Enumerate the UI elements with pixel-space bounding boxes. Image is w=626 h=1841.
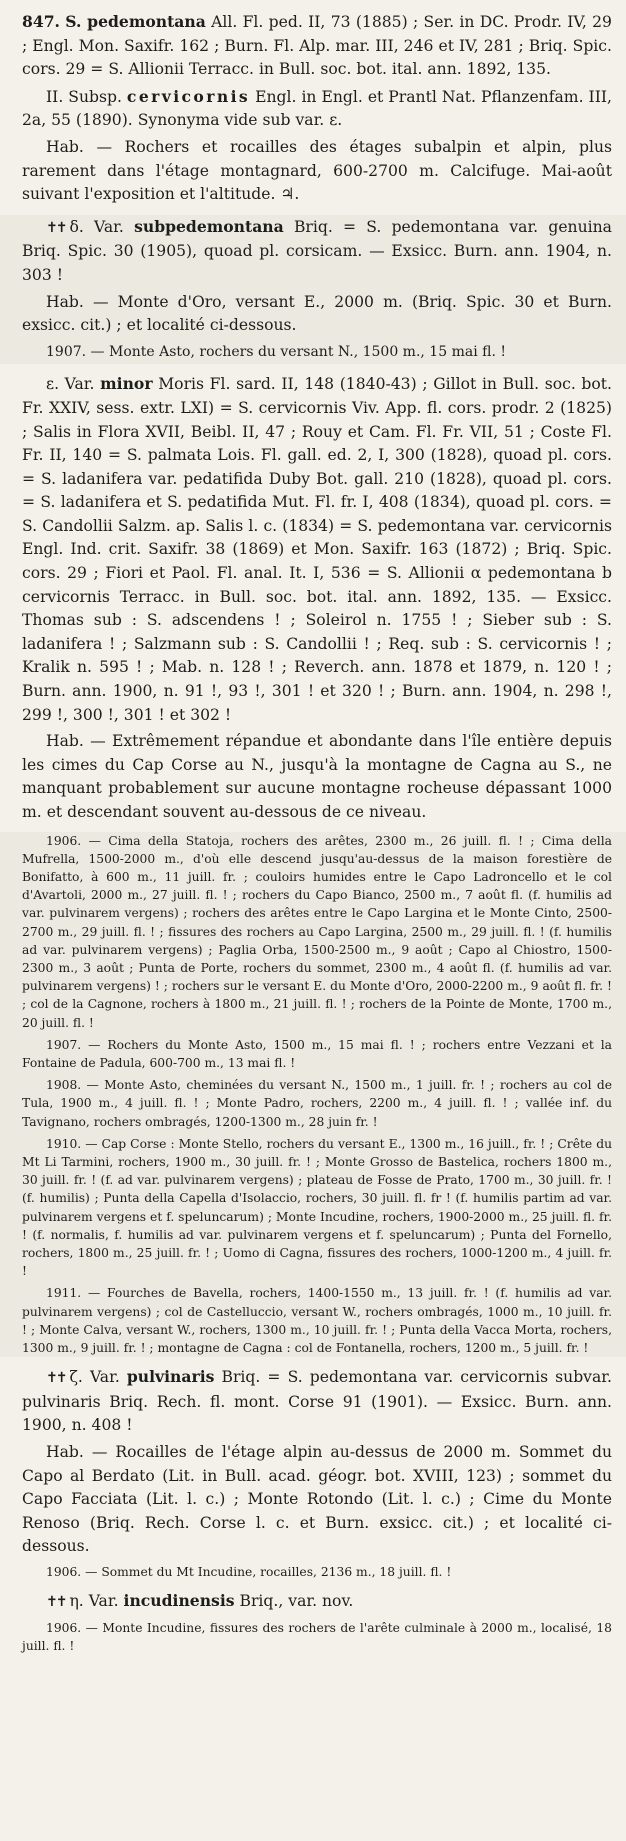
endemic-mark-icon: ✝✝ xyxy=(46,1594,66,1611)
var-delta-habitat: Hab. — Monte d'Oro, versant E., 2000 m. (Briq. Spic. 30 et Burn. exsicc. cit.) ; et localité ci-dessous. xyxy=(22,292,612,335)
var-epsilon-section xyxy=(22,372,612,1357)
subsp-entry xyxy=(22,85,612,133)
var-zeta-text: Briq. = S. pedemontana var. cervicornis subvar. pulvinaris Briq. Rech. fl. mont. Corse 91 (1901). — Exsicc. Burn. ann. 1900, n. 408 ! xyxy=(22,1368,612,1435)
subsp-prefix: II. Subsp. xyxy=(46,87,122,106)
var-epsilon-observations xyxy=(0,832,626,1358)
observation-1911: 1911. — Fourches de Bavella, rochers, 1400-1550 m., 13 juill. fr. ! (f. humilis ad var. pulvinarem vergens) ; col de Castelluccio, versant W., rochers ombragés, 1000 m., 10 juill. fr. ! ; Monte Calva, versant W., rochers, 1300 m., 10 juill. fr. ! ; Punta della Vacca Morta, rochers, 1300 m., 9 juill. fr. ! ; montagne de Cagna : col de Fontanella, rochers, 1200 m., 5 juill. fr. ! xyxy=(22,1286,612,1356)
var-eta-head: η. Var. xyxy=(69,1592,119,1611)
endemic-mark-icon: ✝✝ xyxy=(46,1370,66,1387)
var-delta-head: δ. Var. xyxy=(69,217,124,236)
var-zeta-observation: 1906. — Sommet du Mt Incudine, rocailles, 2136 m., 18 juill. fl. ! xyxy=(46,1565,452,1580)
var-epsilon-name: minor xyxy=(100,374,153,394)
species-number: 847. xyxy=(22,12,60,31)
var-delta-observation: 1907. — Monte Asto, rochers du versant N., 1500 m., 15 mai fl. ! xyxy=(46,343,506,360)
endemic-mark-icon: ✝✝ xyxy=(46,219,66,236)
observation-1908: 1908. — Monte Asto, cheminées du versant N., 1500 m., 1 juill. fr. ! ; rochers au col de Tula, 1900 m., 4 juill. fl. ! ; Monte Padro, rochers, 2200 m., 4 juill. fl. ! ; vallée inf. du Tavignano, rochers ombragés, 1200-1300 m., 28 juin fr. ! xyxy=(22,1078,612,1129)
observation-1906: 1906. — Cima della Statoja, rochers des arêtes, 2300 m., 26 juill. fl. ! ; Cima della Mufrella, 1500-2000 m., d'où elle descend jusqu'au-dessus de la maison forestière de Bonifatto, à 600 m., 11 juill. fr. ; couloirs humides entre le Capo Ladroncello et le col d'Avartoli, 2000 m., 27 juill. fl. ! ; rochers du Capo Bianco, 2500 m., 7 août fl. (f. humilis ad var. pulvinarem vergens) ; rochers des arêtes entre le Capo Largina et le Monte Cinto, 2500-2700 m., 29 juill. fl. ! ; fissures des rochers au Capo Largina, 2500 m., 29 juill. fl. ! (f. humilis ad var. pulvinarem vergens) ; Paglia Orba, 1500-2500 m., 9 août ; Capo al Chiostro, 1500-2300 m., 3 août ; Punta de Porte, rochers du sommet, 2300 m., 4 août fl. (f. humilis ad var. pulvinarem vergens) ! ; rochers sur le versant E. du Monte d'Oro, 2000-2200 m., 9 août fl. fr. ! ; col de la Cagnone, rochers à 1800 m., 21 juill. fl. ! ; rochers de la Pointe de Monte, 1700 m., 20 juill. fl. ! xyxy=(22,833,612,1030)
var-eta-observation: 1906. — Monte Incudine, fissures des rochers de l'arête culminale à 2000 m., localisé, 18 juill. fl. ! xyxy=(22,1620,612,1654)
subsp-name: cervicornis xyxy=(126,86,251,106)
species-name: S. pedemontana xyxy=(65,12,206,31)
var-delta-entry xyxy=(22,215,612,288)
var-eta-section xyxy=(22,1589,612,1655)
var-delta-text: Briq. = S. pedemontana var. genuina Briq. Spic. 30 (1905), quoad pl. corsicam. — Exsicc. Burn. ann. 1904, n. 303 ! xyxy=(22,217,612,284)
subsp-text: Engl. in Engl. et Prantl Nat. Pflanzenfam. III, 2a, 55 (1890). Synonyma vide sub var. ε. xyxy=(22,87,612,130)
var-zeta-name: pulvinaris xyxy=(126,1367,215,1387)
species-habitat: Hab. — Rochers et rocailles des étages subalpin et alpin, plus rarement dans l'étage montagnard, 600-2700 m. Calcifuge. Mai-août suivant l'exposition et l'altitude. ♃. xyxy=(22,137,612,204)
var-zeta-habitat: Hab. — Rocailles de l'étage alpin au-dessus de 2000 m. Sommet du Capo al Berdato (Lit. in Bull. acad. géogr. bot. XVIII, 123) ; sommet du Capo Facciata (Lit. l. c.) ; Monte Rotondo (Lit. l. c.) ; Cime du Monte Renoso (Briq. Rech. Corse l. c. et Burn. exsicc. cit.) ; et localité ci-dessous. xyxy=(22,1443,612,1556)
var-eta-text: Briq., var. nov. xyxy=(239,1592,354,1611)
var-epsilon-text: Moris Fl. sard. II, 148 (1840-43) ; Gillot in Bull. soc. bot. Fr. XXIV, sess. extr. LXI) = S. cervicornis Viv. App. fl. cors. prodr. 2 (1825) ; Salis in Flora XVII, Beibl. II, 47 ; Rouy et Cam. Fl. Fr. VII, 51 ; Coste Fl. Fr. II, 140 = S. palmata Lois. Fl. gall. ed. 2, I, 300 (1828), quoad pl. cors. = S. ladanifera var. pedatifida Duby Bot. gall. 210 (1828), quoad pl. cors. = S. ladanifera et S. pedatifida Mut. Fl. fr. I, 408 (1834), quoad pl. cors. = S. Candollii Salzm. ap. Salis l. c. (1834) = S. pedemontana var. cervicornis Engl. Ind. crit. Saxifr. 38 (1869) et Mon. Saxifr. 163 (1872) ; Briq. Spic. cors. 29 ; Fiori et Paol. Fl. anal. It. I, 536 = S. Allionii α pedemontana b cervicornis Terracc. in Bull. soc. bot. ital. ann. 1892, 135. — Exsicc. Thomas sub : S. adscendens ! ; Soleirol n. 1755 ! ; Sieber sub : S. ladanifera ! ; Salzmann sub : S. Candollii ! ; Req. sub : S. cervicornis ! ; Kralik n. 595 ! ; Mab. n. 128 ! ; Reverch. ann. 1878 et 1879, n. 120 ! ; Burn. ann. 1900, n. 91 !, 93 !, 301 ! et 320 ! ; Burn. ann. 1904, n. 298 !, 299 !, 300 !, 301 ! et 302 ! xyxy=(22,375,613,724)
species-entry xyxy=(22,10,612,82)
var-epsilon-habitat: Hab. — Extrêmement répandue et abondante dans l'île entière depuis les cimes du Cap Corse au N., jusqu'à la montagne de Cagna au S., ne manquant probablement sur aucune montagne rocheuse dépassant 1000 m. et descendant souvent au-dessous de ce niveau. xyxy=(22,732,612,821)
observation-1907: 1907. — Rochers du Monte Asto, 1500 m., 15 mai fl. ! ; rochers entre Vezzani et la Fontaine de Padula, 600-700 m., 13 mai fl. ! xyxy=(22,1037,612,1071)
species-synonymy: All. Fl. ped. II, 73 (1885) ; Ser. in DC. Prodr. IV, 29 ; Engl. Mon. Saxifr. 162 ; Burn. Fl. Alp. mar. III, 246 et IV, 281 ; Briq. Spic. cors. 29 = S. Allionii Terracc. in Bull. soc. bot. ital. ann. 1892, 135. xyxy=(22,13,612,79)
var-zeta-section xyxy=(22,1365,612,1581)
var-epsilon-entry xyxy=(22,372,612,727)
observation-1910: 1910. — Cap Corse : Monte Stello, rochers du versant E., 1300 m., 16 juill., fr. ! ; Crête du Mt Li Tarmini, rochers, 1900 m., 30 juill. fr. ! ; Monte Grosso de Bastelica, rochers 1800 m., 30 juill. fr. ! (f. ad var. pulvinarem vergens) ; plateau de Fosse de Prato, 1700 m., 30 juill. fr. ! (f. humilis) ; Punta della Capella d'Isolaccio, rochers, 30 juill. fl. fr ! (f. humilis partim ad var. pulvinarem vergens et f. speluncarum) ; Monte Incudine, rochers, 1900-2000 m., 25 juill. fl. fr. ! (f. normalis, f. humilis ad var. pulvinarem vergens et f. speluncarum) ; Punta del Fornello, rochers, 1800 m., 25 juill. fr. ! ; Uomo di Cagna, fissures des rochers, 1000-1200 m., 4 juill. fr. ! xyxy=(22,1136,612,1279)
var-zeta-entry xyxy=(22,1365,612,1438)
var-eta-name: incudinensis xyxy=(123,1591,235,1611)
var-epsilon-head: ε. Var. xyxy=(46,375,95,394)
var-eta-entry xyxy=(22,1589,612,1615)
var-zeta-head: ζ. Var. xyxy=(69,1368,120,1387)
var-delta-name: subpedemontana xyxy=(134,216,284,236)
var-delta-section xyxy=(0,215,626,365)
